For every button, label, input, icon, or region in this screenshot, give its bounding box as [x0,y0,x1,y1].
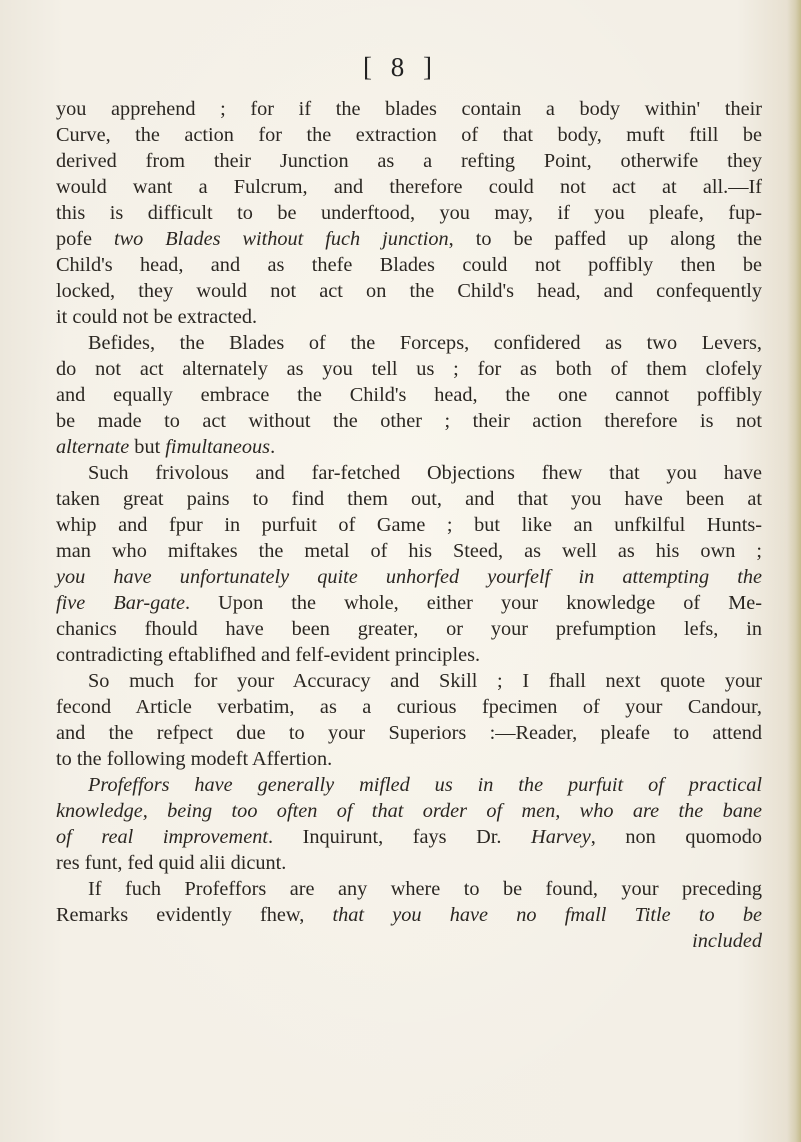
text-segment: . Inquirunt, fays Dr. [267,826,532,848]
text-segment: . Upon the whole, either your knowledge of Me- [185,592,762,614]
text-segment: , to be paffed up along the [448,228,763,250]
text-segment: to the following modeft Affertion. [56,748,333,770]
text-line [56,590,762,616]
italic-text: Harvey [531,826,591,848]
text-line [56,174,762,200]
page-number: [ 8 ] [363,52,438,82]
text-segment: res funt, fed quid alii dicunt. [56,852,287,874]
text-segment: and equally embrace the Child's head, the one cannot poffibly [56,384,762,406]
text-segment: this is difficult to be underftood, you may, if you pleafe, fup- [56,202,762,224]
text-line [56,486,762,512]
text-segment: and the refpect due to your Superiors :—Reader, pleafe to attend [56,722,762,744]
text-line [56,278,762,304]
italic-text: knowledge, being too often of that order of men, who are the bane [56,800,762,822]
text-line [56,304,762,330]
text-line [56,460,762,486]
text-line [56,330,762,356]
text-line [56,538,762,564]
text-line [56,434,762,460]
text-line [56,382,762,408]
text-line [56,902,762,928]
text-segment: locked, they would not act on the Child's head, and confequently [56,280,762,302]
text-segment: do not act alternately as you tell us ; for as both of them clofely [56,358,762,380]
text-segment: taken great pains to find them out, and that you have been at [56,488,762,510]
text-segment: Child's head, and as thefe Blades could not poffibly then be [56,254,762,276]
text-segment: but [129,436,166,458]
text-line [56,928,762,954]
text-line [56,356,762,382]
text-line [56,252,762,278]
text-line [56,200,762,226]
text-segment: whip and fpur in purfuit of Game ; but like an unfkilful Hunts- [56,514,762,536]
text-line [56,850,762,876]
text-line [56,148,762,174]
text-segment: Such frivolous and far-fetched Objections fhew that you have [88,462,762,484]
text-segment: , non quomodo [590,826,762,848]
text-segment: it could not be extracted. [56,306,258,328]
text-line [56,564,762,590]
text-line [56,616,762,642]
text-segment: contradicting eftablifhed and felf-evident principles. [56,644,481,666]
body-text [56,96,762,954]
italic-text: Profeffors have generally mifled us in the purfuit of practical [88,774,762,796]
text-line [56,512,762,538]
text-segment: If fuch Profeffors are any where to be found, your preceding [88,878,762,900]
text-line [56,824,762,850]
text-line [56,746,762,772]
italic-text: you have unfortunately quite unhorfed yourfelf in attempting the [56,566,762,588]
text-segment: Remarks evidently fhew, [56,904,333,926]
italic-text: five Bar-gate [56,592,186,614]
text-line [56,668,762,694]
text-line [56,96,762,122]
italic-text: alternate [56,436,130,458]
text-segment: man who miftakes the metal of his Steed, as well as his own ; [56,540,762,562]
text-line [56,694,762,720]
text-segment: would want a Fulcrum, and therefore could not act at all.—If [56,176,762,198]
text-line [56,876,762,902]
text-line [56,226,762,252]
text-segment: you apprehend ; for if the blades contain a body within' their [56,98,762,120]
text-segment: So much for your Accuracy and Skill ; I fhall next quote your [88,670,762,692]
text-segment: be made to act without the other ; their action therefore is not [56,410,762,432]
text-line [56,642,762,668]
text-segment: pofe [56,228,115,250]
italic-text: of real improvement [56,826,268,848]
italic-text: that you have no fmall Title to be [332,904,762,926]
text-segment: Befides, the Blades of the Forceps, confidered as two Levers, [88,332,762,354]
text-line [56,122,762,148]
page-edge-shadow [787,0,801,1142]
text-segment: derived from their Junction as a refting Point, otherwife they [56,150,762,172]
text-segment: Curve, the action for the extraction of that body, muft ftill be [56,124,762,146]
text-segment: chanics fhould have been greater, or your prefumption lefs, in [56,618,762,640]
text-segment: . [270,436,276,458]
italic-text: fimultaneous [165,436,271,458]
text-line [56,408,762,434]
text-line [56,720,762,746]
italic-text: two Blades without fuch junction [114,228,449,250]
text-line [56,798,762,824]
text-segment: fecond Article verbatim, as a curious fpecimen of your Candour, [56,696,762,718]
text-line [56,772,762,798]
italic-text: included [692,930,762,952]
